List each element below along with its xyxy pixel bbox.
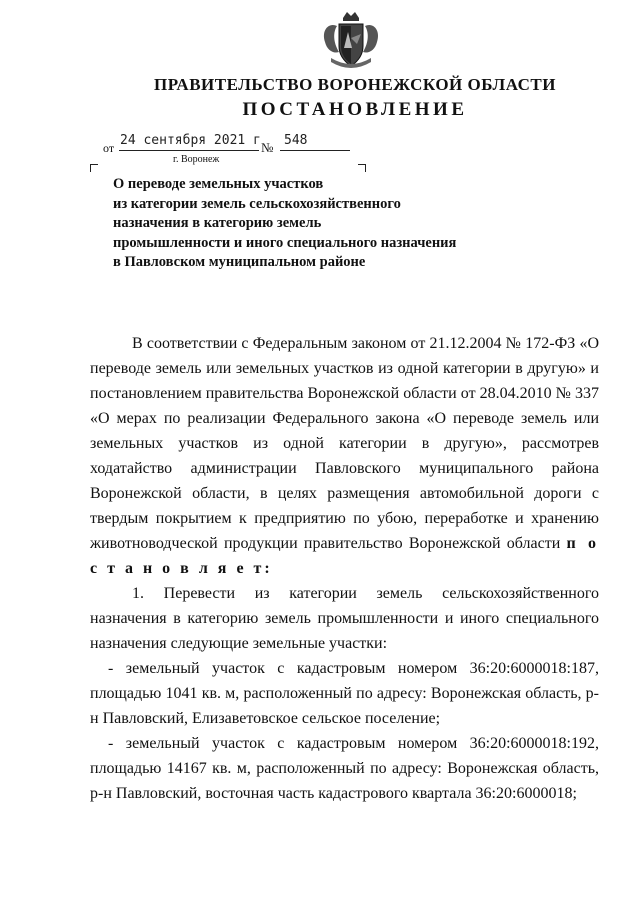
subject-corner-left (90, 164, 98, 172)
document-subject (113, 175, 533, 273)
document-city: г. Воронеж (173, 154, 220, 165)
number-prefix-label: № (261, 140, 274, 155)
plot-2-paragraph: - земельный участок с кадастровым номером 36:20:6000018:192, площадью 14167 кв. м, расположенный по адресу: Воронежская область, р-н Павловский, восточная часть кадастрового квартала 36:20:6000018; (90, 735, 599, 802)
subject-line: назначения в категорию земель (113, 215, 322, 231)
subject-line: О переводе земельных участков (113, 176, 324, 192)
subject-line: промышленности и иного специального назначения (113, 234, 457, 251)
subject-line: в Павловском муниципальном районе (113, 254, 366, 270)
document-date: 24 сентября 2021 г (120, 133, 261, 148)
document-body (90, 331, 599, 806)
decree-word: п о с т а н о в л я е т: (90, 535, 600, 577)
preamble-paragraph (90, 331, 599, 581)
document-number: 548 (284, 133, 308, 148)
number-underline (280, 150, 350, 151)
document-type-title: ПОСТАНОВЛЕНИЕ (242, 99, 468, 120)
date-underline (119, 150, 259, 151)
plot-1-paragraph: - земельный участок с кадастровым номером 36:20:6000018:187, площадью 1041 кв. м, расположенный по адресу: Воронежская область, р-н Павловский, Елизаветовское сельское поселение; (90, 660, 599, 727)
item-1-paragraph: 1. Перевести из категории земель сельскохозяйственного назначения в категорию земель промышленности и иного специального назначения следующие земельные участки: (90, 585, 599, 652)
organization-title: ПРАВИТЕЛЬСТВО ВОРОНЕЖСКОЙ ОБЛАСТИ (153, 75, 556, 94)
subject-corner-right (358, 164, 366, 172)
preamble-text: В соответствии с Федеральным законом от 21.12.2004 № 172-ФЗ «О переводе земель или земельных участков из одной категории в другую» и постановлением правительства Воронежской области от 28.04.2010 № 337 «О мерах по реализации Федерального закона «О переводе земель или земельных участков из одной категории в другую», рассмотрев ходатайство администрации Павловского муниципального района Воронежской области, в целях размещения автомобильной дороги с твердым покрытием к предприятию по убою, переработке и хранению животноводческой продукции правительство Воронежской области (90, 335, 599, 552)
subject-line: из категории земель сельскохозяйственного (113, 195, 401, 212)
document-meta-line (103, 133, 363, 153)
date-prefix-label: от (103, 141, 115, 155)
coat-of-arms-emblem (317, 8, 385, 72)
